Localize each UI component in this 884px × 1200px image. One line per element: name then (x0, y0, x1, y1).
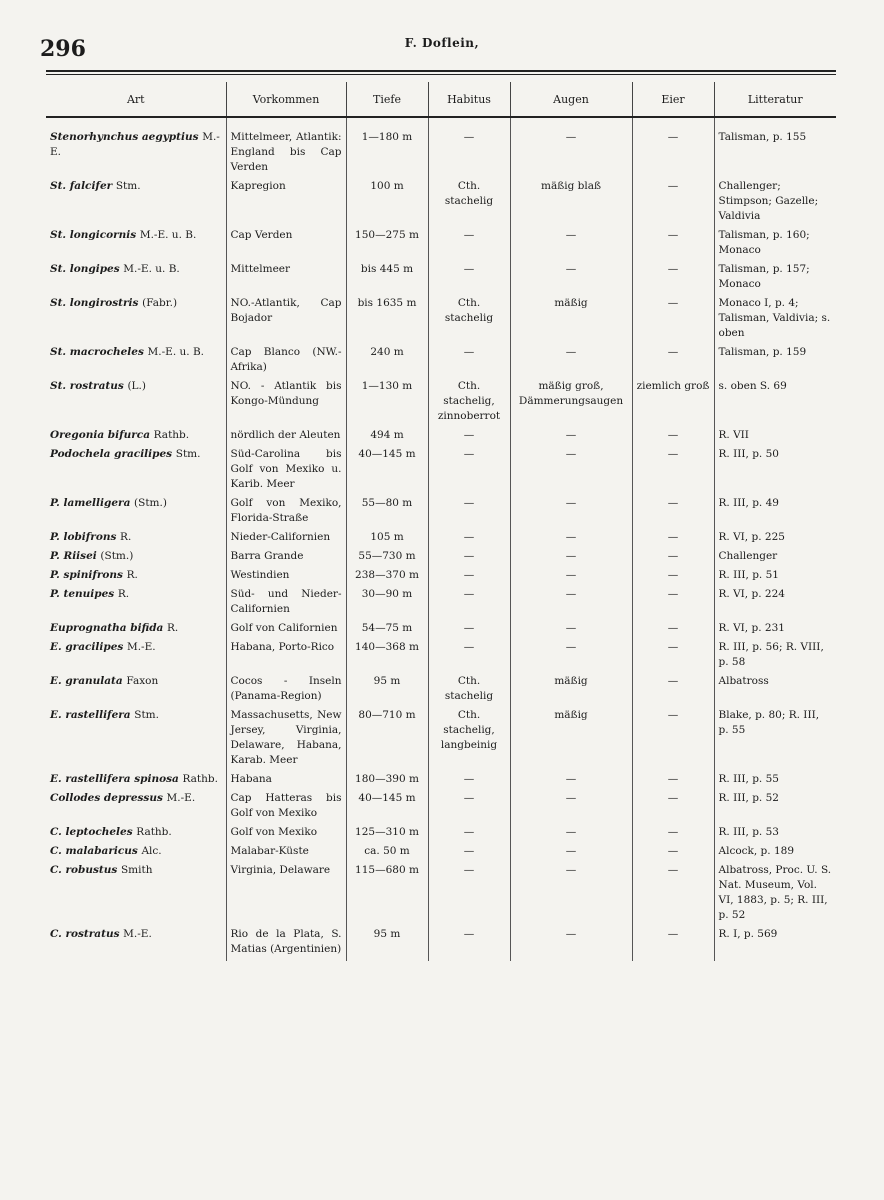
tiefe-cell: 1—130 m (346, 379, 428, 428)
col-header-tiefe: Tiefe (346, 82, 428, 117)
col-header-art: Art (46, 82, 226, 117)
habitus-cell: — (428, 791, 510, 825)
augen-cell: — (510, 428, 632, 447)
art-cell (46, 262, 226, 296)
art-cell (46, 568, 226, 587)
habitus-cell: Cth. stachelig, langbeinig (428, 708, 510, 772)
augen-cell: — (510, 844, 632, 863)
tiefe-cell: 100 m (346, 179, 428, 228)
table-row (46, 345, 836, 379)
vorkommen-cell: Golf von Californien (226, 621, 346, 640)
table-row (46, 587, 836, 621)
tiefe-cell: 494 m (346, 428, 428, 447)
vorkommen-cell: Mittelmeer, Atlantik: England bis Cap Verden (226, 117, 346, 179)
eier-cell: — (632, 587, 714, 621)
litteratur-cell: R. III, p. 53 (718, 826, 779, 838)
litteratur-cell: Monaco I, p. 4; Talisman, Valdivia; s. oben (718, 297, 831, 339)
table-row (46, 379, 836, 428)
vorkommen-cell: Rio de la Plata, S. Matias (Argentinien) (226, 927, 346, 961)
art-cell (46, 496, 226, 530)
habitus-cell: — (428, 640, 510, 674)
eier-cell: — (632, 791, 714, 825)
tiefe-cell: 95 m (346, 927, 428, 961)
litteratur-cell: Albatross (718, 675, 769, 687)
eier-cell: — (632, 530, 714, 549)
tiefe-cell: 140—368 m (346, 640, 428, 674)
eier-cell: — (632, 640, 714, 674)
species-name: P. spinifrons (50, 569, 123, 581)
species-author: M.-E. u. B. (123, 263, 180, 275)
table-row (46, 863, 836, 927)
augen-cell: mäßig (510, 708, 632, 772)
page-number: 296 (40, 36, 86, 62)
augen-cell: — (510, 530, 632, 549)
habitus-cell: — (428, 228, 510, 262)
species-author: (Fabr.) (142, 297, 178, 309)
species-name: St. longipes (50, 263, 120, 275)
art-cell (46, 621, 226, 640)
habitus-cell: Cth. stachelig (428, 296, 510, 345)
table-row (46, 179, 836, 228)
art-cell (46, 927, 226, 961)
table-row (46, 296, 836, 345)
art-cell (46, 772, 226, 791)
habitus-cell: Cth. stachelig, zinnoberrot (428, 379, 510, 428)
eier-cell: — (632, 927, 714, 961)
table-row (46, 530, 836, 549)
habitus-cell: — (428, 496, 510, 530)
species-author: M.-E. (123, 928, 152, 940)
augen-cell: — (510, 262, 632, 296)
vorkommen-cell: Mittelmeer (226, 262, 346, 296)
tiefe-cell: 30—90 m (346, 587, 428, 621)
augen-cell: — (510, 568, 632, 587)
species-author: (Stm.) (100, 550, 134, 562)
table-row (46, 927, 836, 961)
art-cell (46, 674, 226, 708)
eier-cell: ziemlich groß (632, 379, 714, 428)
habitus-cell: — (428, 262, 510, 296)
augen-cell: mäßig (510, 674, 632, 708)
table-row (46, 708, 836, 772)
art-cell (46, 296, 226, 345)
vorkommen-cell: Cap Verden (226, 228, 346, 262)
habitus-cell: Cth. stachelig (428, 179, 510, 228)
tiefe-cell: 238—370 m (346, 568, 428, 587)
tiefe-cell: 40—145 m (346, 447, 428, 496)
col-header-litteratur: Litteratur (714, 82, 836, 117)
species-author: M.-E. (126, 641, 156, 653)
species-author: Rathb. (153, 429, 190, 441)
species-name: Oregonia bifurca (50, 429, 150, 441)
species-name: St. rostratus (50, 380, 124, 392)
species-name: Podochela gracilipes (50, 448, 173, 460)
habitus-cell: — (428, 117, 510, 179)
eier-cell: — (632, 428, 714, 447)
vorkommen-cell: Süd-Carolina bis Golf von Mexiko u. Karib. Meer (226, 447, 346, 496)
tiefe-cell: 115—680 m (346, 863, 428, 927)
art-cell (46, 379, 226, 428)
table-row (46, 640, 836, 674)
eier-cell: — (632, 447, 714, 496)
species-author: (L.) (127, 380, 146, 392)
augen-cell: mäßig groß, Dämmerungsaugen (510, 379, 632, 428)
litteratur-cell: R. I, p. 569 (718, 928, 778, 940)
species-author: Faxon (126, 675, 159, 687)
vorkommen-cell: Massachusetts, New Jersey, Virginia, Delaware, Habana, Karab. Meer (226, 708, 346, 772)
tiefe-cell: bis 1635 m (346, 296, 428, 345)
species-name: E. granulata (50, 675, 123, 687)
art-cell (46, 587, 226, 621)
augen-cell: — (510, 496, 632, 530)
species-author: Stm. (175, 448, 201, 460)
art-cell (46, 179, 226, 228)
litteratur-cell: Challenger (718, 550, 778, 562)
species-author: Rathb. (136, 826, 172, 838)
species-name: C. leptocheles (50, 826, 133, 838)
table-header-row (46, 82, 836, 117)
augen-cell: — (510, 228, 632, 262)
species-name: P. Riisei (50, 550, 97, 562)
species-author: Rathb. (182, 773, 218, 785)
eier-cell: — (632, 496, 714, 530)
art-cell (46, 640, 226, 674)
eier-cell: — (632, 179, 714, 228)
eier-cell: — (632, 708, 714, 772)
eier-cell: — (632, 844, 714, 863)
eier-cell: — (632, 568, 714, 587)
species-name: E. rastellifera spinosa (50, 773, 179, 785)
art-cell (46, 863, 226, 927)
table-row (46, 447, 836, 496)
art-cell (46, 345, 226, 379)
litteratur-cell: R. III, p. 51 (718, 569, 779, 581)
art-cell (46, 228, 226, 262)
species-name: P. lobifrons (50, 531, 117, 543)
augen-cell: — (510, 927, 632, 961)
eier-cell: — (632, 825, 714, 844)
eier-cell: — (632, 772, 714, 791)
vorkommen-cell: Golf von Mexiko, Florida-Straße (226, 496, 346, 530)
table-row (46, 844, 836, 863)
species-author: R. (167, 622, 179, 634)
eier-cell: — (632, 117, 714, 179)
species-name: St. longirostris (50, 297, 139, 309)
habitus-cell: — (428, 530, 510, 549)
art-cell (46, 549, 226, 568)
species-name: P. tenuipes (50, 588, 115, 600)
habitus-cell: Cth. stachelig (428, 674, 510, 708)
augen-cell: mäßig (510, 296, 632, 345)
art-cell (46, 530, 226, 549)
litteratur-cell: R. VI, p. 231 (718, 622, 785, 634)
vorkommen-cell: Golf von Mexiko (226, 825, 346, 844)
species-author: (Stm.) (134, 497, 167, 509)
tiefe-cell: 240 m (346, 345, 428, 379)
habitus-cell: — (428, 927, 510, 961)
tiefe-cell: 80—710 m (346, 708, 428, 772)
species-name: St. macrocheles (50, 346, 144, 358)
species-author: M.-E. (50, 131, 220, 158)
table-row (46, 549, 836, 568)
table-row (46, 772, 836, 791)
augen-cell: — (510, 117, 632, 179)
art-cell (46, 708, 226, 772)
eier-cell: — (632, 345, 714, 379)
vorkommen-cell: Westindien (226, 568, 346, 587)
tiefe-cell: 55—80 m (346, 496, 428, 530)
litteratur-cell: Talisman, p. 157; Monaco (718, 263, 810, 290)
litteratur-cell: R. III, p. 56; R. VIII, p. 58 (718, 641, 824, 668)
species-name: C. malabaricus (50, 845, 138, 857)
litteratur-cell: Talisman, p. 155 (718, 131, 807, 143)
litteratur-cell: Albatross, Proc. U. S. Nat. Museum, Vol. VI, 1883, p. 5; R. III, p. 52 (718, 864, 832, 921)
tiefe-cell: 40—145 m (346, 791, 428, 825)
vorkommen-cell: Kapregion (226, 179, 346, 228)
species-author: Stm. (134, 709, 159, 721)
tiefe-cell: 1—180 m (346, 117, 428, 179)
table-row (46, 791, 836, 825)
table-row (46, 496, 836, 530)
augen-cell: — (510, 621, 632, 640)
augen-cell: — (510, 447, 632, 496)
tiefe-cell: 95 m (346, 674, 428, 708)
habitus-cell: — (428, 549, 510, 568)
table-body (46, 117, 836, 961)
vorkommen-cell: Cap Blanco (NW.-Afrika) (226, 345, 346, 379)
vorkommen-cell: nördlich der Aleuten (226, 428, 346, 447)
header-rule (46, 70, 836, 72)
tiefe-cell: bis 445 m (346, 262, 428, 296)
augen-cell: — (510, 640, 632, 674)
habitus-cell: — (428, 568, 510, 587)
tiefe-cell: 150—275 m (346, 228, 428, 262)
vorkommen-cell: Süd- und Nieder-Californien (226, 587, 346, 621)
vorkommen-cell: Nieder-Californien (226, 530, 346, 549)
table-row (46, 428, 836, 447)
augen-cell: — (510, 825, 632, 844)
tiefe-cell: ca. 50 m (346, 844, 428, 863)
vorkommen-cell: Cap Hatteras bis Golf von Mexiko (226, 791, 346, 825)
species-author: Smith (120, 864, 153, 876)
table-row (46, 568, 836, 587)
header-rule-thin (46, 74, 836, 75)
vorkommen-cell: Barra Grande (226, 549, 346, 568)
eier-cell: — (632, 296, 714, 345)
table-row (46, 674, 836, 708)
col-header-eier: Eier (632, 82, 714, 117)
augen-cell: — (510, 345, 632, 379)
litteratur-cell: R. III, p. 52 (718, 792, 779, 804)
vorkommen-cell: NO.-Atlantik, Cap Bojador (226, 296, 346, 345)
vorkommen-cell: Habana, Porto-Rico (226, 640, 346, 674)
eier-cell: — (632, 228, 714, 262)
litteratur-cell: R. III, p. 49 (718, 497, 779, 509)
habitus-cell: — (428, 825, 510, 844)
vorkommen-cell: Cocos - Inseln (Panama-Region) (226, 674, 346, 708)
habitus-cell: — (428, 844, 510, 863)
species-name: P. lamelligera (50, 497, 131, 509)
habitus-cell: — (428, 447, 510, 496)
litteratur-cell: Blake, p. 80; R. III, p. 55 (718, 709, 820, 736)
litteratur-cell: Alcock, p. 189 (718, 845, 794, 857)
species-name: Collodes depressus (50, 792, 163, 804)
litteratur-cell: R. III, p. 55 (718, 773, 779, 785)
augen-cell: — (510, 587, 632, 621)
species-name: C. rostratus (50, 928, 120, 940)
vorkommen-cell: Habana (226, 772, 346, 791)
species-name: St. falcifer (50, 180, 113, 192)
eier-cell: — (632, 549, 714, 568)
habitus-cell: — (428, 863, 510, 927)
species-name: St. longicornis (50, 229, 137, 241)
tiefe-cell: 105 m (346, 530, 428, 549)
table-row (46, 262, 836, 296)
col-header-vorkommen: Vorkommen (226, 82, 346, 117)
art-cell (46, 428, 226, 447)
table-row (46, 228, 836, 262)
table-row (46, 621, 836, 640)
litteratur-cell: Talisman, p. 160; Monaco (718, 229, 810, 256)
vorkommen-cell: Virginia, Delaware (226, 863, 346, 927)
species-name: C. robustus (50, 864, 118, 876)
species-author: M.-E. u. B. (147, 346, 204, 358)
species-author: M.-E. (166, 792, 196, 804)
vorkommen-cell: NO. - Atlantik bis Kongo-Mündung (226, 379, 346, 428)
species-name: Stenorhynchus aegyptius (50, 131, 199, 143)
augen-cell: — (510, 863, 632, 927)
table-row (46, 825, 836, 844)
augen-cell: — (510, 772, 632, 791)
habitus-cell: — (428, 428, 510, 447)
species-name: E. gracilipes (50, 641, 124, 653)
augen-cell: mäßig blaß (510, 179, 632, 228)
litteratur-cell: R. VII (718, 429, 749, 441)
eier-cell: — (632, 863, 714, 927)
art-cell (46, 791, 226, 825)
tiefe-cell: 180—390 m (346, 772, 428, 791)
tiefe-cell: 55—730 m (346, 549, 428, 568)
eier-cell: — (632, 674, 714, 708)
species-table (46, 82, 836, 961)
art-cell (46, 844, 226, 863)
art-cell (46, 825, 226, 844)
habitus-cell: — (428, 587, 510, 621)
eier-cell: — (632, 621, 714, 640)
habitus-cell: — (428, 772, 510, 791)
art-cell (46, 117, 226, 179)
species-author: M.-E. u. B. (139, 229, 197, 241)
augen-cell: — (510, 549, 632, 568)
eier-cell: — (632, 262, 714, 296)
litteratur-cell: s. oben S. 69 (718, 380, 787, 392)
species-author: R. (120, 531, 132, 543)
habitus-cell: — (428, 621, 510, 640)
species-name: E. rastellifera (50, 709, 131, 721)
col-header-habitus: Habitus (428, 82, 510, 117)
litteratur-cell: Challenger; Stimpson; Gazelle; Valdivia (718, 180, 819, 222)
tiefe-cell: 125—310 m (346, 825, 428, 844)
art-cell (46, 447, 226, 496)
tiefe-cell: 54—75 m (346, 621, 428, 640)
augen-cell: — (510, 791, 632, 825)
habitus-cell: — (428, 345, 510, 379)
litteratur-cell: R. III, p. 50 (718, 448, 779, 460)
litteratur-cell: R. VI, p. 225 (718, 531, 785, 543)
litteratur-cell: Talisman, p. 159 (718, 346, 807, 358)
col-header-augen: Augen (510, 82, 632, 117)
running-head: F. Doflein, (404, 36, 480, 50)
litteratur-cell: R. VI, p. 224 (718, 588, 785, 600)
species-author: Stm. (115, 180, 141, 192)
species-author: Alc. (141, 845, 162, 857)
table-row (46, 117, 836, 179)
species-author: R. (126, 569, 138, 581)
species-author: R. (117, 588, 130, 600)
vorkommen-cell: Malabar-Küste (226, 844, 346, 863)
species-name: Euprognatha bifida (50, 622, 164, 634)
